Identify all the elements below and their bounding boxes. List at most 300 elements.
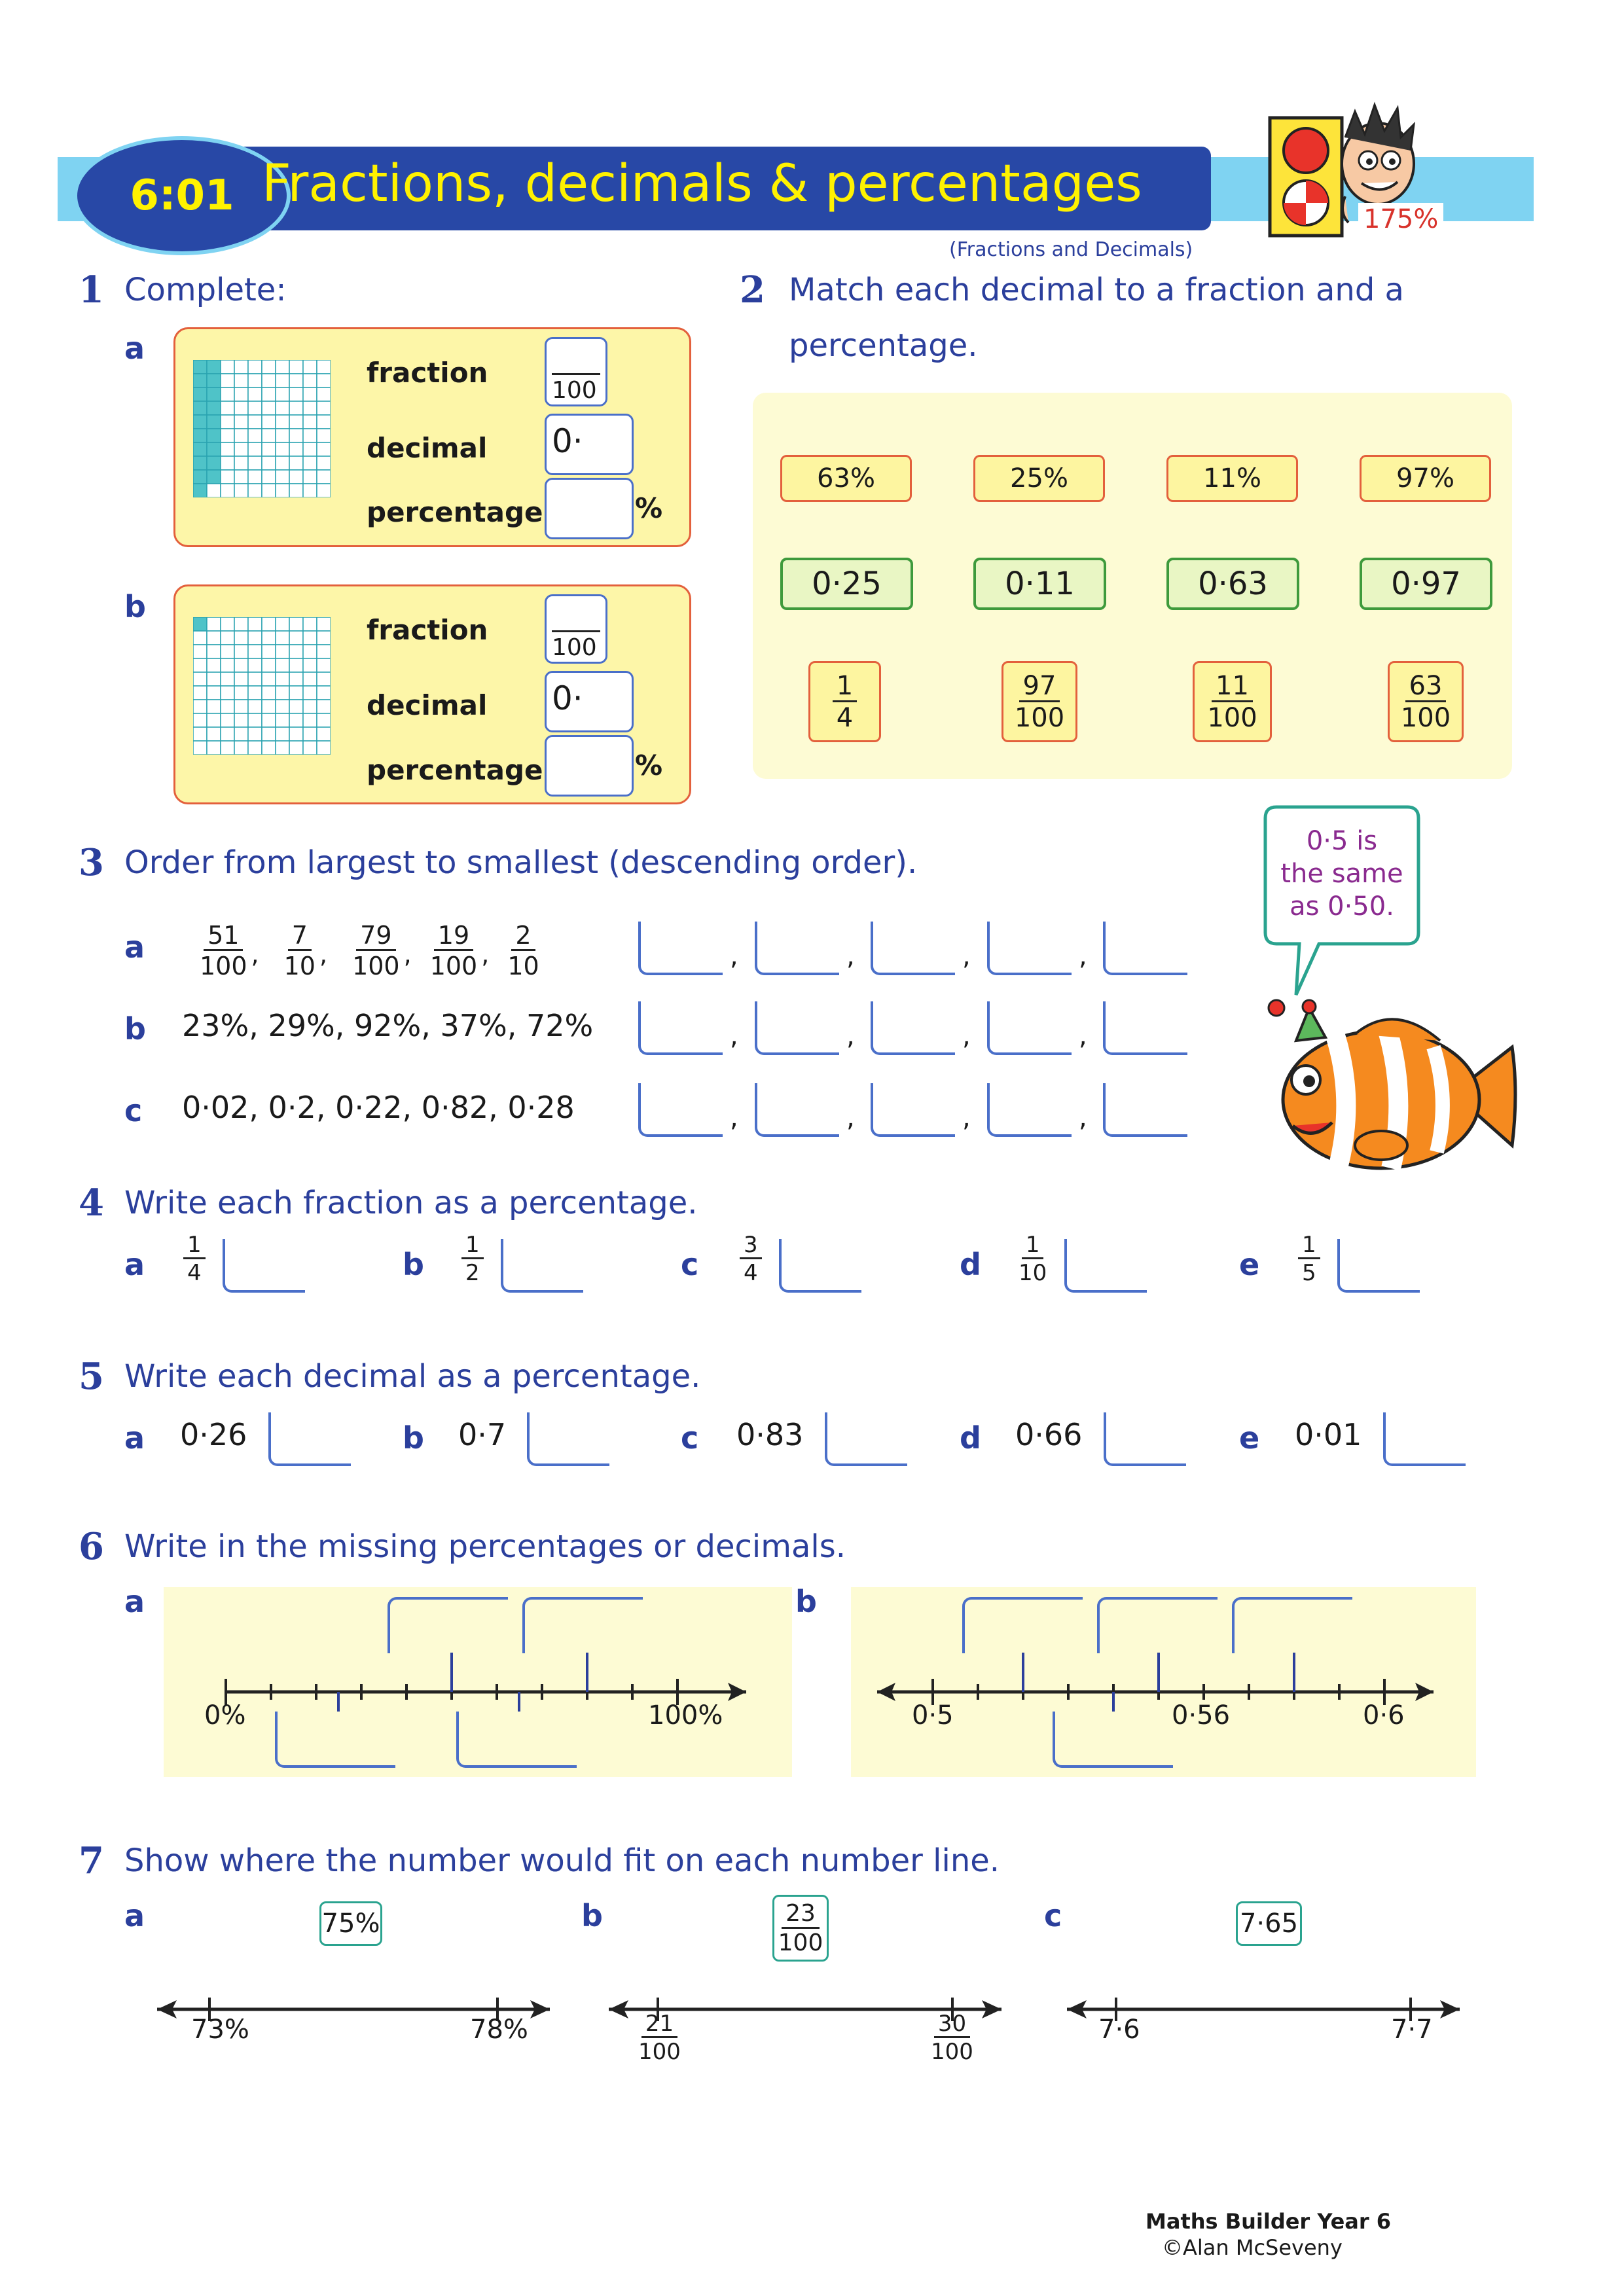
q2-decimal-3[interactable]: 0·63 xyxy=(1166,558,1299,610)
q6b-answer-box-1[interactable] xyxy=(962,1597,1083,1653)
grid-square xyxy=(221,429,234,442)
grid-square xyxy=(234,442,248,456)
grid-square xyxy=(221,374,234,387)
comma-separator: , xyxy=(962,1103,971,1133)
grid-square xyxy=(248,429,262,442)
q3a-letter: a xyxy=(124,929,145,965)
grid-square xyxy=(289,374,303,387)
answer-box[interactable] xyxy=(987,1001,1072,1055)
grid-square xyxy=(276,672,289,686)
grid-square xyxy=(193,617,207,631)
grid-square xyxy=(289,631,303,645)
q6a-end-label: 100% xyxy=(648,1700,723,1731)
grid-square xyxy=(262,617,276,631)
grid-square xyxy=(207,387,221,401)
grid-square xyxy=(289,415,303,429)
q2-percentage-1[interactable]: 63% xyxy=(780,455,912,502)
grid-square xyxy=(289,442,303,456)
grid-square xyxy=(248,727,262,741)
comma-separator: , xyxy=(962,1021,971,1051)
grid-square xyxy=(289,645,303,658)
q4-number: 4 xyxy=(79,1181,104,1225)
q7-instruction: Show where the number would fit on each number line. xyxy=(124,1842,1000,1879)
grid-square xyxy=(303,727,317,741)
q4-answer-box[interactable] xyxy=(1337,1239,1420,1293)
grid-square xyxy=(289,700,303,713)
grid-square xyxy=(207,374,221,387)
q4-fraction: $\frac{1}{5}$ xyxy=(1298,1234,1320,1284)
grid-square xyxy=(303,429,317,442)
grid-square xyxy=(262,672,276,686)
q5-answer-box[interactable] xyxy=(527,1412,609,1466)
grid-square xyxy=(276,429,289,442)
grid-square xyxy=(276,374,289,387)
q1a-letter: a xyxy=(124,331,145,366)
header-badge: 175% xyxy=(1358,203,1443,236)
q4-letter: b xyxy=(403,1247,424,1282)
grid-square xyxy=(303,360,317,374)
grid-square xyxy=(276,484,289,497)
grid-square xyxy=(317,374,331,387)
grid-square xyxy=(262,470,276,484)
grid-square xyxy=(276,415,289,429)
grid-square xyxy=(262,631,276,645)
grid-square xyxy=(303,700,317,713)
grid-square xyxy=(262,415,276,429)
grid-square xyxy=(234,727,248,741)
q7c-start-label: 7·6 xyxy=(1098,2015,1140,2045)
grid-square xyxy=(262,727,276,741)
answer-box[interactable] xyxy=(871,1083,955,1137)
grid-square xyxy=(317,658,331,672)
comma-separator: , xyxy=(962,941,971,971)
grid-square xyxy=(207,429,221,442)
speech-line-2: the same xyxy=(1280,859,1403,889)
q3-instruction: Order from largest to smallest (descending order). xyxy=(124,844,918,881)
grid-square xyxy=(193,686,207,700)
grid-square xyxy=(193,727,207,741)
q7b-letter: b xyxy=(581,1898,603,1933)
footer-book-title: Maths Builder Year 6 xyxy=(1146,2209,1392,2234)
q2-instruction-line1: Match each decimal to a fraction and a xyxy=(789,272,1404,308)
q5-decimal: 0·7 xyxy=(458,1417,507,1452)
q4-letter: e xyxy=(1239,1247,1260,1282)
grid-square xyxy=(262,387,276,401)
grid-square xyxy=(193,645,207,658)
q5-letter: a xyxy=(124,1420,145,1456)
page-title: Fractions, decimals & percentages xyxy=(262,154,1142,213)
q2-fraction-3[interactable]: $\frac{11}{100}$ xyxy=(1193,661,1272,742)
grid-square xyxy=(207,700,221,713)
grid-square xyxy=(248,360,262,374)
q5-answer-box[interactable] xyxy=(1383,1412,1466,1466)
grid-square xyxy=(193,415,207,429)
grid-square xyxy=(221,484,234,497)
grid-square xyxy=(276,741,289,755)
answer-box[interactable] xyxy=(1103,922,1187,975)
clownfish-icon xyxy=(1257,995,1519,1198)
page-subtitle: (Fractions and Decimals) xyxy=(949,238,1193,261)
q2-percentage-4[interactable]: 97% xyxy=(1360,455,1491,502)
answer-box[interactable] xyxy=(871,922,955,975)
q6b-start-label: 0·5 xyxy=(912,1700,954,1731)
q3-number: 3 xyxy=(79,841,104,884)
q5-decimal: 0·83 xyxy=(736,1417,804,1452)
q6b-letter: b xyxy=(795,1584,817,1619)
grid-square xyxy=(207,617,221,631)
q1a-percentage-label: percentage xyxy=(367,496,543,528)
q2-fraction-2[interactable]: $\frac{97}{100}$ xyxy=(1001,661,1077,742)
grid-square xyxy=(276,617,289,631)
grid-square xyxy=(193,700,207,713)
q1b-percentage-input[interactable] xyxy=(545,735,634,797)
q1a-percentage-input[interactable] xyxy=(545,478,634,539)
hundred-grid-a xyxy=(193,360,331,497)
grid-square xyxy=(289,401,303,415)
grid-square xyxy=(317,470,331,484)
q7b-end-label: $\frac{30}{100}$ xyxy=(931,2011,973,2065)
grid-square xyxy=(234,387,248,401)
grid-square xyxy=(276,645,289,658)
grid-square xyxy=(248,658,262,672)
q5-letter: e xyxy=(1239,1420,1260,1456)
grid-square xyxy=(303,484,317,497)
grid-square xyxy=(207,360,221,374)
grid-square xyxy=(262,700,276,713)
grid-square xyxy=(303,617,317,631)
grid-square xyxy=(248,686,262,700)
grid-square xyxy=(248,741,262,755)
grid-square xyxy=(317,686,331,700)
grid-square xyxy=(276,631,289,645)
answer-box[interactable] xyxy=(638,1083,723,1137)
q1b-letter: b xyxy=(124,589,146,624)
answer-box[interactable] xyxy=(1103,1083,1187,1137)
q2-number: 2 xyxy=(740,268,765,312)
grid-square xyxy=(303,631,317,645)
answer-box[interactable] xyxy=(987,922,1072,975)
comma-separator: , xyxy=(1079,941,1087,971)
grid-square xyxy=(317,631,331,645)
grid-square xyxy=(193,401,207,415)
grid-square xyxy=(248,456,262,470)
grid-square xyxy=(276,658,289,672)
grid-square xyxy=(234,658,248,672)
grid-square xyxy=(207,713,221,727)
grid-square xyxy=(317,645,331,658)
grid-square xyxy=(221,387,234,401)
speech-line-3: as 0·50. xyxy=(1290,891,1394,922)
grid-square xyxy=(262,713,276,727)
q6a-answer-box-2[interactable] xyxy=(522,1597,643,1653)
grid-square xyxy=(207,415,221,429)
grid-square xyxy=(207,470,221,484)
grid-square xyxy=(207,741,221,755)
grid-square xyxy=(207,672,221,686)
comma-separator: , xyxy=(846,941,855,971)
grid-square xyxy=(262,686,276,700)
comma-separator: , xyxy=(730,1021,738,1051)
grid-square xyxy=(193,374,207,387)
answer-box[interactable] xyxy=(638,922,723,975)
q6b-mid-label: 0·56 xyxy=(1172,1700,1231,1731)
grid-square xyxy=(276,713,289,727)
q2-percentage-2[interactable]: 25% xyxy=(973,455,1105,502)
q6-instruction: Write in the missing percentages or decimals. xyxy=(124,1528,846,1565)
q1b-decimal-input[interactable]: 0· xyxy=(545,671,634,732)
q5-answer-box[interactable] xyxy=(268,1412,351,1466)
grid-square xyxy=(276,686,289,700)
q3c-letter: c xyxy=(124,1093,143,1128)
answer-box[interactable] xyxy=(871,1001,955,1055)
grid-square xyxy=(221,415,234,429)
grid-square xyxy=(276,700,289,713)
q6a-letter: a xyxy=(124,1584,145,1619)
grid-square xyxy=(262,442,276,456)
grid-square xyxy=(221,686,234,700)
grid-square xyxy=(248,645,262,658)
q1b-percentage-label: percentage xyxy=(367,754,543,786)
q7c-letter: c xyxy=(1044,1898,1062,1933)
grid-square xyxy=(193,470,207,484)
grid-square xyxy=(234,360,248,374)
grid-square xyxy=(234,415,248,429)
grid-square xyxy=(221,672,234,686)
comma-separator: , xyxy=(846,1103,855,1133)
q1a-denominator: 100 xyxy=(552,377,597,404)
grid-square xyxy=(221,645,234,658)
grid-square xyxy=(303,470,317,484)
q7a-value: 75% xyxy=(319,1901,382,1946)
q7-number: 7 xyxy=(79,1839,104,1882)
comma-separator: , xyxy=(1079,1103,1087,1133)
grid-square xyxy=(221,442,234,456)
grid-square xyxy=(248,631,262,645)
grid-square xyxy=(234,374,248,387)
grid-square xyxy=(234,429,248,442)
grid-square xyxy=(248,415,262,429)
grid-square xyxy=(317,727,331,741)
q3b-values: 23%, 29%, 92%, 37%, 72% xyxy=(182,1008,594,1043)
grid-square xyxy=(303,672,317,686)
grid-square xyxy=(317,700,331,713)
grid-square xyxy=(276,442,289,456)
grid-square xyxy=(248,442,262,456)
grid-square xyxy=(303,374,317,387)
grid-square xyxy=(317,484,331,497)
q4-fraction: $\frac{3}{4}$ xyxy=(740,1234,762,1284)
q3b-letter: b xyxy=(124,1011,146,1047)
grid-square xyxy=(234,741,248,755)
q5-decimal: 0·01 xyxy=(1295,1417,1362,1452)
grid-square xyxy=(193,387,207,401)
comma-separator: , xyxy=(1079,1021,1087,1051)
grid-square xyxy=(276,360,289,374)
grid-square xyxy=(303,713,317,727)
q4-fraction: $\frac{1}{10}$ xyxy=(1019,1232,1047,1286)
grid-square xyxy=(193,456,207,470)
grid-square xyxy=(193,484,207,497)
grid-square xyxy=(248,401,262,415)
q2-fraction-4[interactable]: $\frac{63}{100}$ xyxy=(1388,661,1464,742)
grid-square xyxy=(234,470,248,484)
grid-square xyxy=(221,470,234,484)
grid-square xyxy=(303,415,317,429)
grid-square xyxy=(207,727,221,741)
grid-square xyxy=(193,429,207,442)
q6b-answer-box-2[interactable] xyxy=(1097,1597,1218,1653)
grid-square xyxy=(317,741,331,755)
q4-answer-box[interactable] xyxy=(223,1239,305,1293)
grid-square xyxy=(221,713,234,727)
grid-square xyxy=(221,631,234,645)
grid-square xyxy=(276,401,289,415)
grid-square xyxy=(317,360,331,374)
grid-square xyxy=(221,360,234,374)
grid-square xyxy=(248,617,262,631)
q4-instruction: Write each fraction as a percentage. xyxy=(124,1185,698,1221)
grid-square xyxy=(289,470,303,484)
q1b-percent-sign: % xyxy=(635,749,663,781)
answer-box[interactable] xyxy=(1103,1001,1187,1055)
grid-square xyxy=(289,672,303,686)
answer-box[interactable] xyxy=(755,1083,839,1137)
grid-square xyxy=(262,401,276,415)
grid-square xyxy=(317,429,331,442)
grid-square xyxy=(221,617,234,631)
q5-letter: b xyxy=(403,1420,424,1456)
grid-square xyxy=(303,456,317,470)
grid-square xyxy=(303,387,317,401)
grid-square xyxy=(234,645,248,658)
grid-square xyxy=(234,484,248,497)
q4-answer-box[interactable] xyxy=(1064,1239,1147,1293)
q4-letter: d xyxy=(960,1247,981,1282)
q4-answer-box[interactable] xyxy=(501,1239,583,1293)
q7c-value: 7·65 xyxy=(1236,1901,1302,1946)
grid-square xyxy=(221,658,234,672)
q6a-answer-box-3[interactable] xyxy=(275,1712,395,1768)
grid-square xyxy=(262,360,276,374)
grid-square xyxy=(317,401,331,415)
grid-square xyxy=(207,401,221,415)
answer-box[interactable] xyxy=(987,1083,1072,1137)
grid-square xyxy=(262,645,276,658)
grid-square xyxy=(276,727,289,741)
q4-fraction: $\frac{1}{4}$ xyxy=(183,1234,206,1284)
grid-square xyxy=(248,484,262,497)
grid-square xyxy=(289,686,303,700)
hundred-grid-b xyxy=(193,617,331,755)
q2-decimal-2[interactable]: 0·11 xyxy=(973,558,1106,610)
grid-square xyxy=(193,658,207,672)
answer-box[interactable] xyxy=(638,1001,723,1055)
q1a-decimal-label: decimal xyxy=(367,432,488,464)
grid-square xyxy=(289,429,303,442)
q1b-fraction-input[interactable] xyxy=(545,594,607,664)
q6b-answer-box-4[interactable] xyxy=(1053,1712,1173,1768)
grid-square xyxy=(248,672,262,686)
grid-square xyxy=(207,484,221,497)
grid-square xyxy=(221,456,234,470)
grid-square xyxy=(262,484,276,497)
grid-square xyxy=(248,470,262,484)
q6b-answer-box-3[interactable] xyxy=(1232,1597,1352,1653)
grid-square xyxy=(193,741,207,755)
grid-square xyxy=(289,741,303,755)
q6a-answer-box-4[interactable] xyxy=(456,1712,577,1768)
q2-fraction-1[interactable]: $\frac{1}{4}$ xyxy=(808,661,881,742)
comma-separator: , xyxy=(730,1103,738,1133)
q1b-decimal-label: decimal xyxy=(367,689,488,721)
answer-box[interactable] xyxy=(755,1001,839,1055)
q1b-denominator: 100 xyxy=(552,634,597,661)
q4-letter: a xyxy=(124,1247,145,1282)
grid-square xyxy=(289,387,303,401)
grid-square xyxy=(207,456,221,470)
grid-square xyxy=(193,713,207,727)
grid-square xyxy=(207,442,221,456)
grid-square xyxy=(317,617,331,631)
grid-square xyxy=(248,387,262,401)
grid-square xyxy=(221,727,234,741)
footer-copyright: ©Alan McSeveny xyxy=(1162,2235,1343,2260)
q6a-start-label: 0% xyxy=(204,1700,246,1731)
grid-square xyxy=(289,713,303,727)
grid-square xyxy=(289,360,303,374)
q2-decimal-4[interactable]: 0·97 xyxy=(1360,558,1492,610)
grid-square xyxy=(207,658,221,672)
q7c-end-label: 7·7 xyxy=(1391,2015,1433,2045)
grid-square xyxy=(207,645,221,658)
q1a-decimal-input[interactable]: 0· xyxy=(545,414,634,475)
speech-line-1: 0·5 is xyxy=(1306,826,1378,856)
q3a-fractions: $\frac{51}{100}$ , $\frac{7}{10}$ , $\frac{79}{100}$ , $\frac{19}{100}$ , $\frac{2}{10}$ xyxy=(200,921,539,980)
grid-square xyxy=(221,700,234,713)
grid-square xyxy=(234,401,248,415)
comma-separator: , xyxy=(730,941,738,971)
q5-answer-box[interactable] xyxy=(825,1412,907,1466)
answer-box[interactable] xyxy=(755,922,839,975)
grid-square xyxy=(317,672,331,686)
q2-decimal-1[interactable]: 0·25 xyxy=(780,558,913,610)
grid-square xyxy=(234,700,248,713)
grid-square xyxy=(262,658,276,672)
q2-percentage-3[interactable]: 11% xyxy=(1166,455,1298,502)
q4-answer-box[interactable] xyxy=(779,1239,861,1293)
q2-instruction-line2: percentage. xyxy=(789,327,978,364)
q6a-answer-box-1[interactable] xyxy=(388,1597,508,1653)
grid-square xyxy=(234,686,248,700)
q5-answer-box[interactable] xyxy=(1104,1412,1186,1466)
grid-square xyxy=(234,672,248,686)
grid-square xyxy=(221,401,234,415)
grid-square xyxy=(303,658,317,672)
q4-letter: c xyxy=(681,1247,699,1282)
q3c-values: 0·02, 0·2, 0·22, 0·82, 0·28 xyxy=(182,1090,575,1125)
grid-square xyxy=(248,700,262,713)
q1-instruction: Complete: xyxy=(124,272,287,308)
q5-letter: d xyxy=(960,1420,981,1456)
lesson-code-oval xyxy=(73,136,291,255)
q4-fraction: $\frac{1}{2}$ xyxy=(461,1234,484,1284)
q1a-fraction-input[interactable] xyxy=(545,337,607,406)
grid-square xyxy=(303,401,317,415)
comma-separator: , xyxy=(846,1021,855,1051)
grid-square xyxy=(289,456,303,470)
grid-square xyxy=(193,360,207,374)
q5-number: 5 xyxy=(79,1355,104,1398)
